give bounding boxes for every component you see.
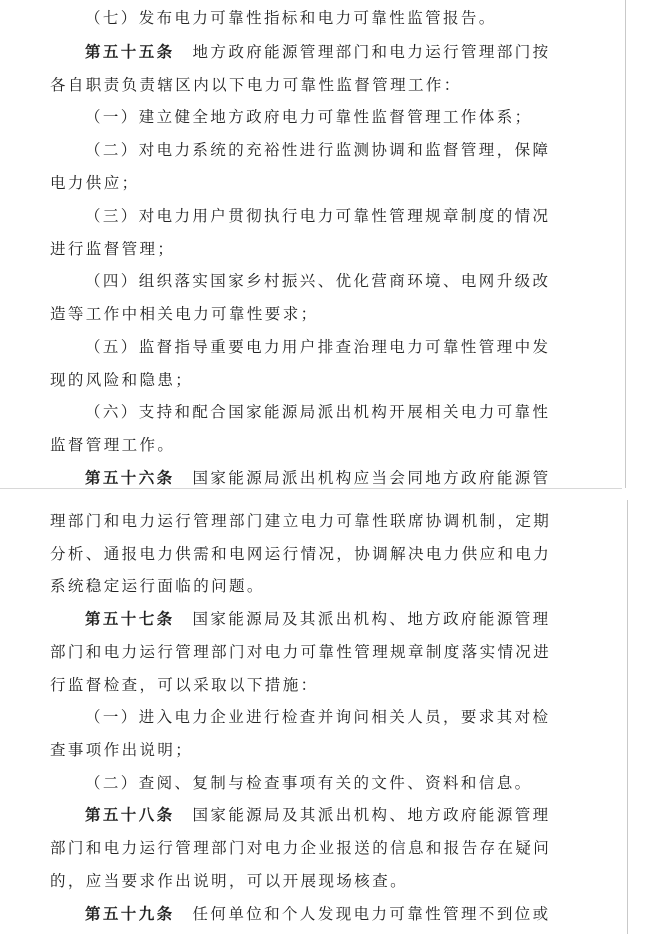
page-edge-bottom-right [627,500,628,934]
text-line [50,642,551,662]
text-line [50,544,551,564]
line-text: 电力供应； [50,174,140,192]
line-text: 分析、通报电力供需和电网运行情况，协调解决电力供应和电力 [50,545,552,563]
text-line [85,402,550,422]
article-line [85,42,551,62]
text-line [85,773,533,793]
article-number: 第五十五条 [85,42,175,61]
text-line [50,435,175,455]
text-line [50,304,319,324]
article-number: 第五十八条 [85,805,175,824]
line-text: 理部门和电力运行管理部门建立电力可靠性联席协调机制，定期 [50,512,552,530]
line-text: （一）建立健全地方政府电力可靠性监督管理工作体系； [85,108,533,126]
line-text: 系统稳定运行面临的问题。 [50,577,265,595]
text-line [50,511,551,531]
line-text: 监督管理工作。 [50,436,176,454]
text-line [50,871,408,891]
text-line [85,107,533,127]
article-line [85,805,551,825]
text-line [85,707,550,727]
line-text: （二）查阅、复制与检查事项有关的文件、资料和信息。 [85,774,533,792]
text-line [85,271,550,291]
text-line [50,675,319,695]
text-line [85,206,550,226]
line-text: （二）对电力系统的充裕性进行监测协调和监督管理，保障 [85,141,551,159]
line-text: （一）进入电力企业进行检查并询问相关人员，要求其对检 [85,708,551,726]
article-number: 第五十七条 [85,609,175,628]
line-text: 各自职责负责辖区内以下电力可靠性监督管理工作： [50,76,462,94]
article-number: 第五十九条 [85,904,175,923]
line-text: 地方政府能源管理部门和电力运行管理部门按 [192,43,551,61]
article-line [85,609,551,629]
text-line [50,838,551,858]
line-text: （三）对电力用户贯彻执行电力可靠性管理规章制度的情况 [85,207,551,225]
line-text: 造等工作中相关电力可靠性要求； [50,305,319,323]
line-text: （六）支持和配合国家能源局派出机构开展相关电力可靠性 [85,403,551,421]
article-number: 第五十六条 [85,468,175,487]
text-line [85,337,550,357]
article-line [85,468,551,488]
line-text: 现的风险和隐患； [50,371,194,389]
line-text: 查事项作出说明； [50,741,194,759]
text-line [50,740,193,760]
line-text: 行监督检查，可以采取以下措施： [50,676,319,694]
line-text: 国家能源局及其派出机构、地方政府能源管理 [192,610,551,628]
text-line [50,75,462,95]
line-text: （四）组织落实国家乡村振兴、优化营商环境、电网升级改 [85,272,551,290]
line-text: 部门和电力运行管理部门对电力可靠性管理规章制度落实情况进 [50,643,552,661]
article-line [85,904,551,924]
page-edge-top-right [625,0,626,488]
page-break [0,488,622,489]
line-text: （五）监督指导重要电力用户排查治理电力可靠性管理中发 [85,338,551,356]
line-text: 部门和电力运行管理部门对电力企业报送的信息和报告存在疑问 [50,839,552,857]
line-text: （七）发布电力可靠性指标和电力可靠性监管报告。 [85,9,497,27]
line-text: 任何单位和个人发现电力可靠性管理不到位或 [192,905,551,923]
text-line [50,173,140,193]
text-line [50,370,193,390]
text-line [85,8,497,28]
line-text: 国家能源局及其派出机构、地方政府能源管理 [192,806,551,824]
line-text: 国家能源局派出机构应当会同地方政府能源管 [192,469,551,487]
text-line [50,239,175,259]
text-line [85,140,550,160]
line-text: 的，应当要求作出说明，可以开展现场核查。 [50,872,409,890]
text-line [50,576,265,596]
line-text: 进行监督管理； [50,240,176,258]
